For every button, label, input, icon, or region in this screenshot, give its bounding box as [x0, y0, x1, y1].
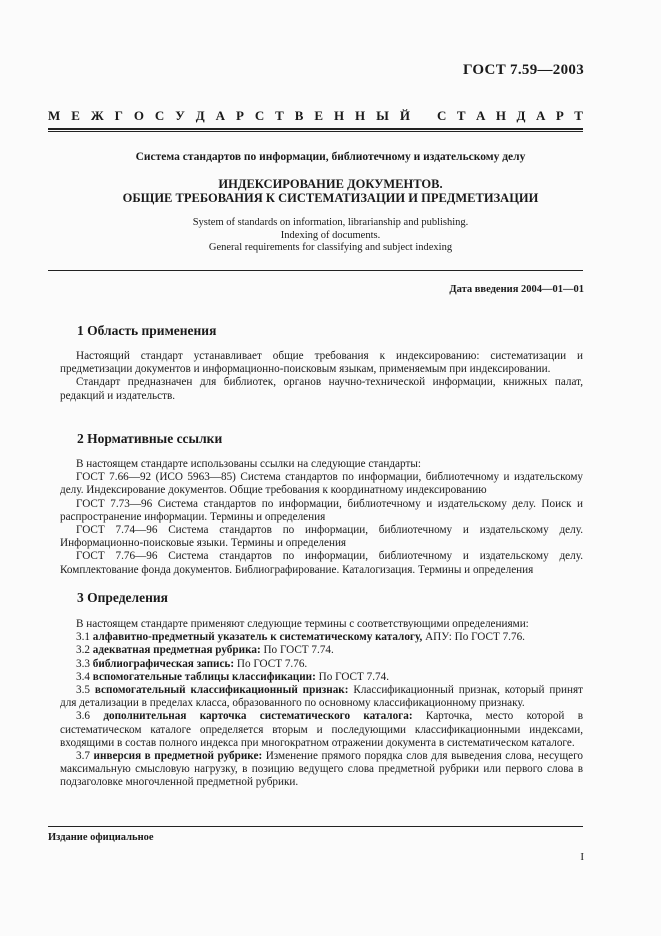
banner-word-standard [437, 108, 583, 124]
banner-letter: Т [574, 108, 583, 123]
standard-banner [48, 108, 583, 124]
definition-item [60, 671, 583, 684]
section-2-heading: 2 Нормативные ссылки [77, 431, 223, 446]
banner-letter: Н [355, 108, 366, 123]
section-3-body [60, 618, 583, 790]
definition-text: По ГОСТ 7.74. [260, 644, 334, 657]
section-1-heading: 1 Область применения [77, 323, 217, 338]
definition-number: 3.5 [76, 684, 95, 697]
banner-letter: Н [495, 108, 507, 123]
banner-letter: Г [114, 108, 123, 123]
official-edition-label: Издание официальное [48, 832, 154, 843]
definition-item [60, 684, 583, 710]
banner-letter: Р [235, 108, 244, 123]
banner-letter: У [175, 108, 185, 123]
banner-letter: С [254, 108, 265, 123]
english-line-1: System of standards on information, librarianship and publishing. [192, 217, 469, 228]
definitions-list [60, 631, 583, 789]
banner-rule-top [48, 128, 583, 130]
banner-letter: А [476, 108, 486, 123]
banner-letter: Д [516, 108, 526, 123]
title-line-2: ОБЩИЕ ТРЕБОВАНИЯ К СИСТЕМАТИЗАЦИИ И ПРЕДМЕТИЗАЦИИ [122, 191, 539, 205]
series-title: Система стандартов по информации, библиотечному и издательскому делу [135, 151, 526, 163]
banner-letter: В [294, 108, 304, 123]
banner-letter: А [535, 108, 546, 123]
banner-letter: О [133, 108, 144, 123]
banner-letter: С [154, 108, 165, 123]
section-1-paragraph-2: Стандарт предназначен для библиотек, органов научно-технической информации, книжных палат, редакций и издательств. [60, 376, 583, 402]
gost-number: ГОСТ 7.59—2003 [462, 62, 584, 78]
banner-letter: М [48, 108, 61, 123]
english-line-3: General requirements for classifying and subject indexing [208, 242, 453, 253]
definition-term: библиографическая запись: [92, 657, 235, 670]
reference-item: ГОСТ 7.76—96 Система стандартов по информации, библиотечному и издательскому делу. Комплектование фонда документов. Библиографирование. Каталогизация. Термины и определения [60, 550, 583, 576]
section-2-body [60, 458, 583, 577]
definition-text: Изменение прямого порядка слов для выведения слова, несущего максимальную смысловую нагрузку, в позицию ведущего слова предметной рубрики или первого слова в подзаголовке многочленной предметной рубрики. [60, 750, 584, 789]
definition-item [60, 710, 583, 750]
definition-term: алфавитно-предметный указатель к систематическому каталогу, [92, 631, 423, 644]
banner-letter: С [437, 108, 447, 123]
definition-number: 3.3 [76, 657, 93, 670]
document-title [0, 177, 661, 205]
section-3-intro: В настоящем стандарте применяют следующие термины с соответствующими определениями: [76, 618, 529, 630]
banner-letter: Н [333, 108, 345, 123]
banner-letter: Р [555, 108, 564, 123]
banner-letter: Е [71, 108, 80, 123]
page-number: I [580, 851, 584, 863]
english-title [0, 217, 661, 255]
footer-rule [48, 826, 583, 827]
introduction-date: Дата введения 2004—01—01 [449, 284, 584, 295]
section-1-paragraph-1: Настоящий стандарт устанавливает общие требования к индексированию: систематизации и предметизации документов и информационно-поисковым языкам, применяемым при индексировании. [60, 350, 583, 376]
reference-item: ГОСТ 7.66—92 (ИСО 5963—85) Система стандартов по информации, библиотечному и издательскому делу. Индексирование документов. Общие требования к координатному индексированию [60, 471, 583, 497]
definition-item [60, 750, 583, 790]
definition-number: 3.6 [76, 710, 104, 723]
title-divider [48, 270, 583, 271]
banner-letter: Е [314, 108, 324, 123]
definition-item [60, 658, 583, 671]
banner-letter: Т [456, 108, 466, 123]
definition-text: АПУ: По ГОСТ 7.76. [422, 631, 525, 644]
banner-letter: А [215, 108, 225, 123]
definition-number: 3.7 [76, 750, 94, 763]
section-3-heading: 3 Определения [77, 590, 168, 605]
definition-number: 3.1 [76, 631, 93, 644]
banner-letter: Т [275, 108, 284, 123]
english-line-2: Indexing of documents. [280, 229, 381, 241]
reference-item: ГОСТ 7.73—96 Система стандартов по информации, библиотечному и издательскому делу. Поиск и распространение информации. Термины и определения [60, 497, 583, 523]
definition-number: 3.2 [76, 644, 93, 657]
definition-text: Карточка, место которой в систематическом каталоге определяется вторым и последующими классификационными индексами, входящими в состав полного индекса при многократном отражении документа в систематическом каталоге. [60, 710, 584, 749]
definition-text: По ГОСТ 7.74. [315, 670, 389, 683]
title-line-1: ИНДЕКСИРОВАНИЕ ДОКУМЕНТОВ. [218, 177, 443, 191]
banner-letter: Ж [90, 108, 104, 123]
definition-text: Классификационный признак, который принят для детализации в пределах класса, образованного по основному классификационному признаку. [60, 684, 583, 710]
definition-item [60, 644, 583, 657]
reference-item: ГОСТ 7.74—96 Система стандартов по информации, библиотечному и издательскому делу. Информационно-поисковые языки. Термины и определения [60, 524, 583, 550]
definition-text: По ГОСТ 7.76. [234, 657, 308, 670]
banner-letter: Й [399, 108, 410, 123]
banner-word-interstate [48, 108, 410, 124]
section-1-body [60, 350, 583, 403]
definition-number: 3.4 [76, 670, 93, 683]
definition-term: вспомогательный классификационный признак: [94, 684, 349, 697]
definition-term: адекватная предметная рубрика: [92, 644, 261, 657]
banner-rule-bottom [48, 131, 583, 132]
definition-term: дополнительная карточка систематического каталога: [103, 710, 413, 723]
banner-letter: Д [195, 108, 205, 123]
banner-letter: Ы [376, 108, 389, 123]
definition-term: инверсия в предметной рубрике: [93, 750, 263, 763]
definition-item [60, 631, 583, 644]
section-2-intro: В настоящем стандарте использованы ссылки на следующие стандарты: [76, 458, 421, 470]
definition-term: вспомогательные таблицы классификации: [92, 670, 316, 683]
